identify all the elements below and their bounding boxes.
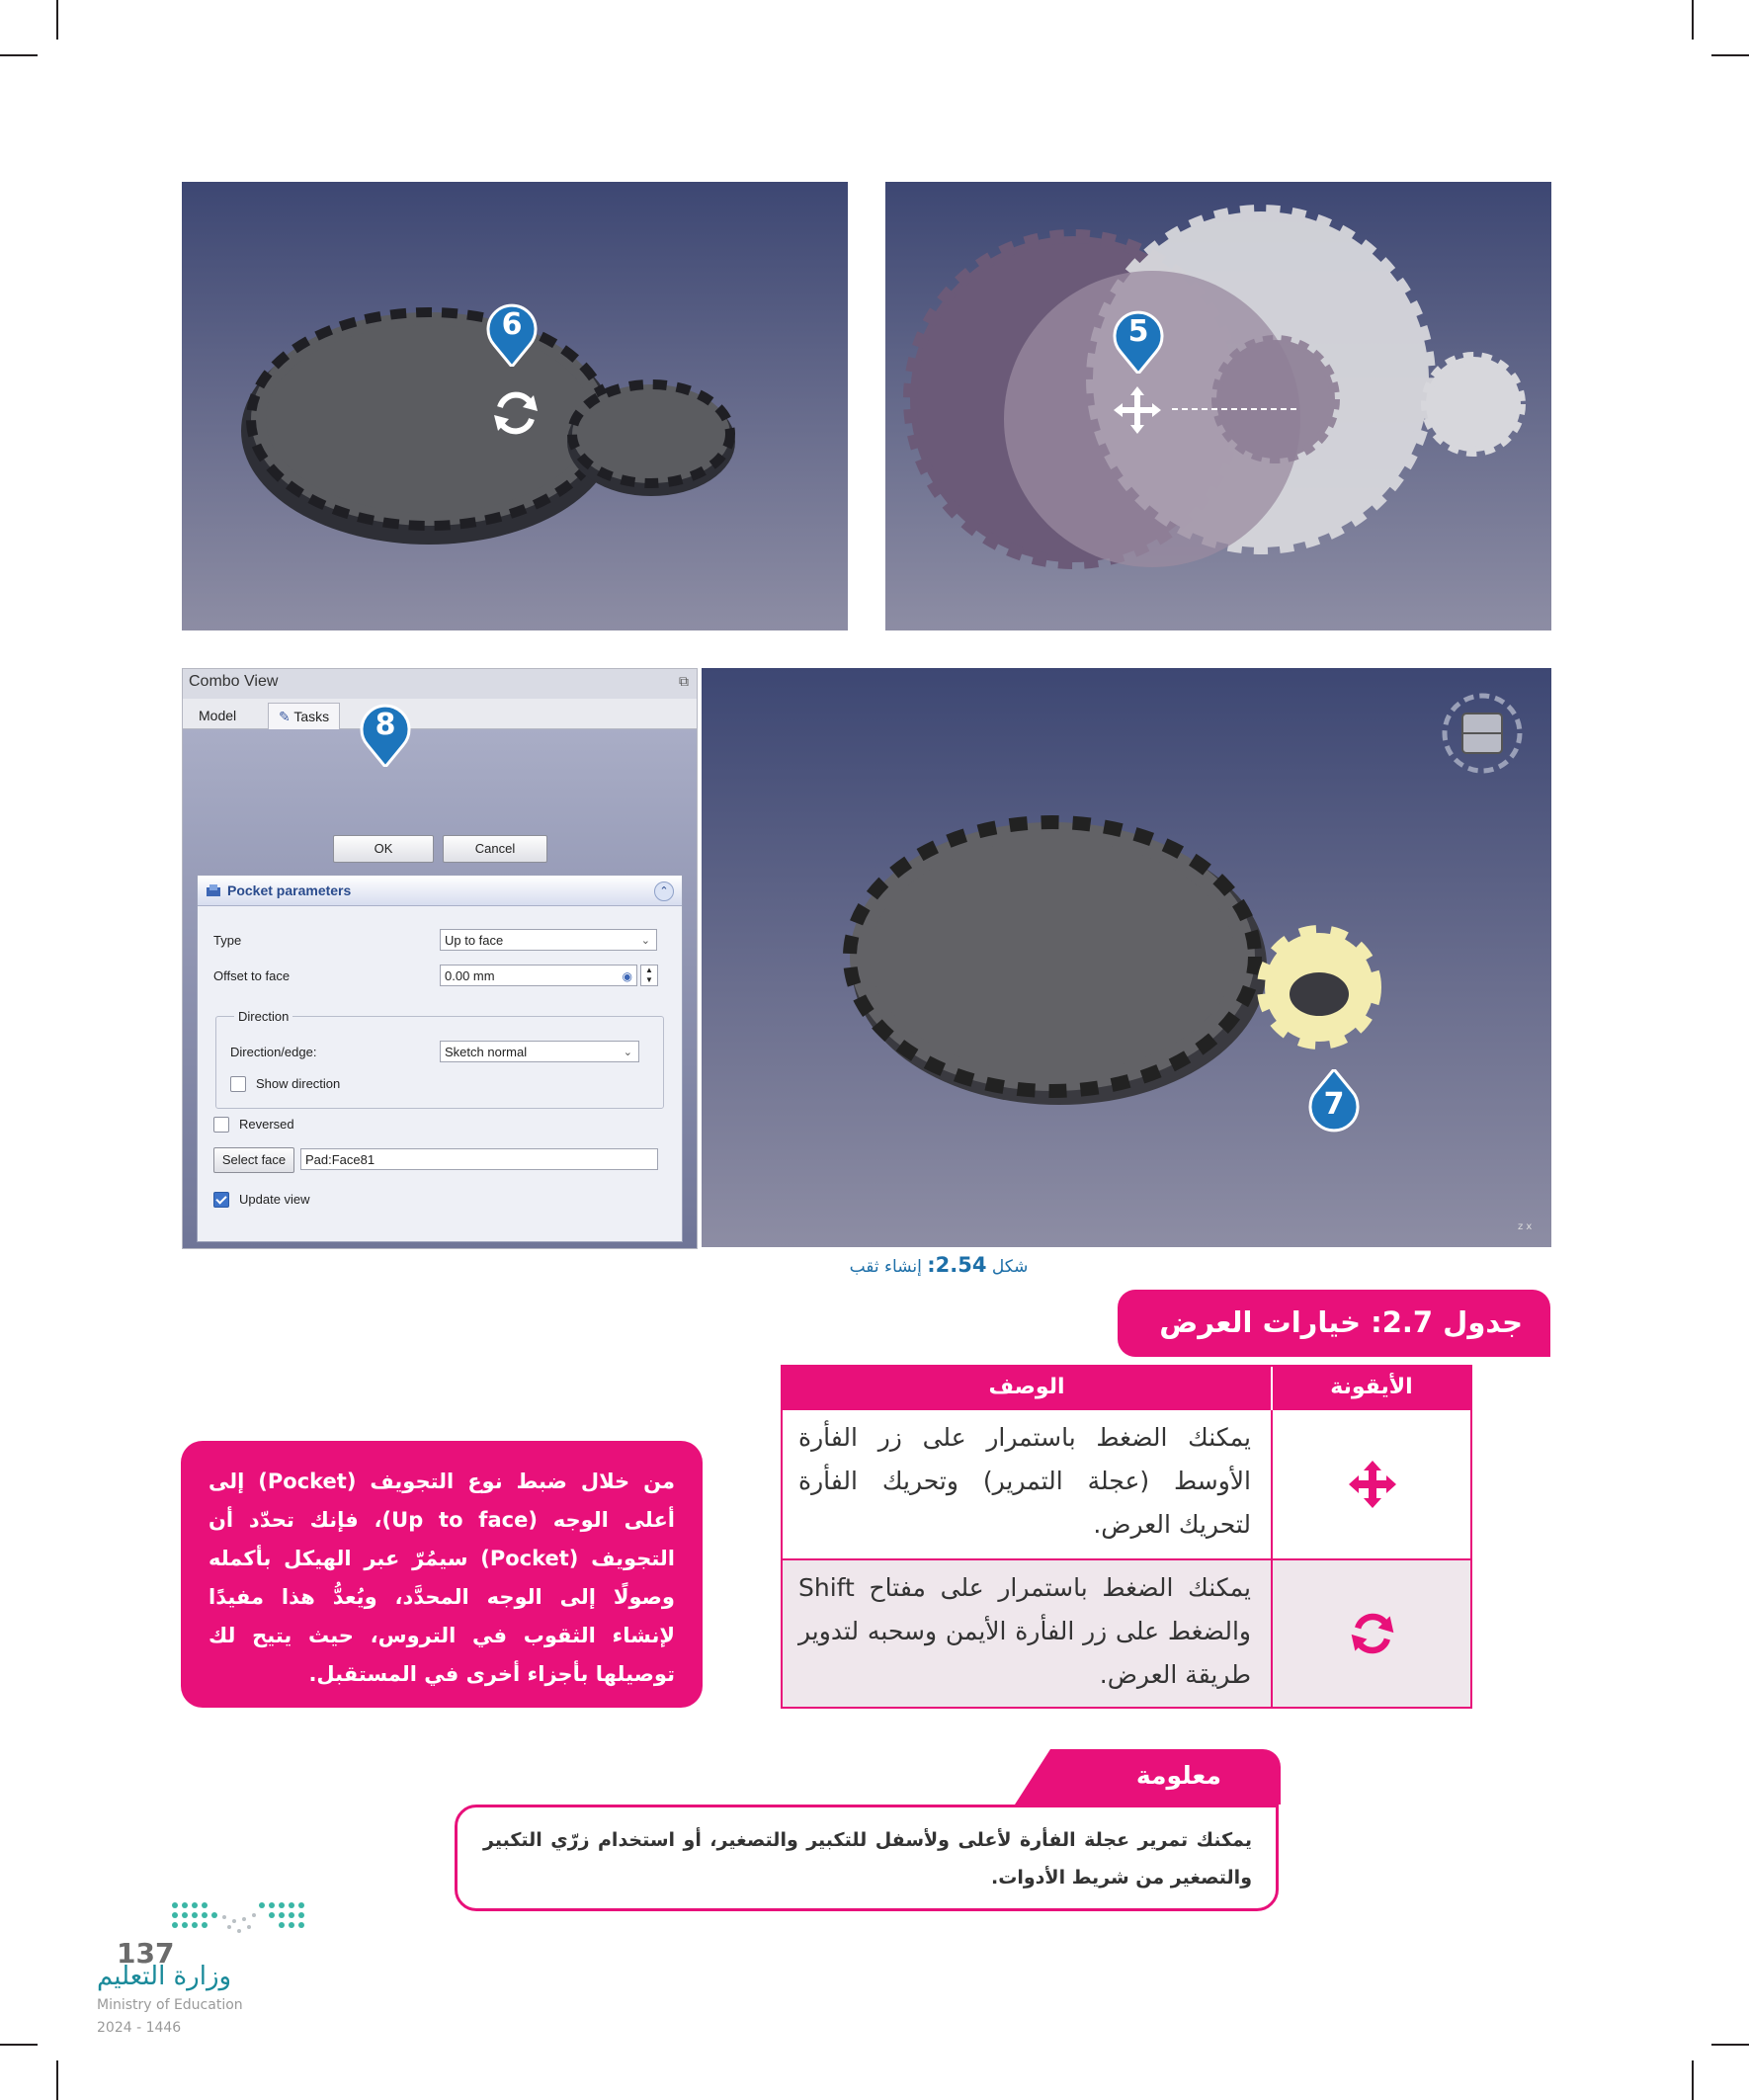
- info-box: [455, 1805, 1279, 1911]
- select-face-input[interactable]: Pad:Face81: [300, 1148, 658, 1170]
- viewport-pocket-result: [702, 668, 1551, 1247]
- navigation-cube[interactable]: [1433, 684, 1532, 783]
- show-direction-checkbox[interactable]: [230, 1076, 246, 1092]
- type-select[interactable]: [440, 929, 657, 951]
- crop-mark: [1692, 2060, 1694, 2100]
- callout-number: 7: [1323, 1087, 1345, 1122]
- offset-spin-buttons[interactable]: ▲ ▼: [640, 965, 658, 986]
- callout-marker-5: [1111, 308, 1166, 364]
- caption-prefix: شكل: [991, 1257, 1029, 1277]
- ministry-logo-icon: [163, 1895, 321, 1945]
- crop-mark: [0, 54, 38, 56]
- callout-marker-7: [1306, 1069, 1362, 1125]
- task-panel: [183, 729, 697, 1248]
- ministry-name-en: Ministry of Education: [97, 1997, 243, 2013]
- type-label: Type: [213, 933, 242, 948]
- direction-edge-select[interactable]: [440, 1041, 639, 1062]
- chevron-down-icon: ⌄: [623, 1047, 632, 1058]
- callout-number: 6: [501, 307, 523, 342]
- info-title-tab: [1050, 1749, 1281, 1805]
- side-note-text: من خلال ضبط نوع التجويف (Pocket) إلى أعلى الوجه (Up to face)، فإنك تحدّد أن التجويف (Pocket) سيمُرّ عبر الهيكل بأكمله وصولًا إلى الوجه المحدَّد، ويُعدُّ هذا مفيدًا لإنشاء الثقوب في التروس، حيث يتيح لك توصيلها بأجزاء أخرى في المستقبل.: [208, 1470, 676, 1686]
- ok-button[interactable]: OK: [333, 835, 434, 863]
- direction-edge-value: Sketch normal: [445, 1045, 528, 1059]
- offset-label: Offset to face: [213, 968, 291, 983]
- type-select-value: Up to face: [445, 933, 504, 948]
- callout-marker-6: [484, 301, 540, 357]
- table-row-1-icon-cell: [1271, 1410, 1470, 1558]
- figure-caption: [692, 1253, 1186, 1277]
- pocket-parameters-group: [197, 875, 683, 1242]
- tab-bar: [183, 699, 697, 729]
- crop-mark: [1692, 0, 1694, 40]
- caption-text: إنشاء ثقب: [849, 1257, 922, 1277]
- move-icon: [1114, 386, 1161, 438]
- callout-marker-8: [358, 702, 413, 757]
- cancel-button[interactable]: Cancel: [443, 835, 547, 863]
- ministry-name-ar: وزارة التعليم: [97, 1962, 232, 1991]
- combo-view-panel: [182, 668, 698, 1249]
- view-options-table: [781, 1365, 1472, 1709]
- offset-input[interactable]: [440, 965, 637, 986]
- pocket-parameters-title: Pocket parameters: [227, 882, 352, 898]
- tab-tasks[interactable]: [268, 703, 340, 729]
- combo-view-title: Combo View: [189, 673, 279, 690]
- tab-tasks-label: Tasks: [293, 709, 330, 724]
- table-row-1-description: يمكنك الضغط باستمرار على زر الفأرة الأوسط (عجلة التمرير) وتحريك الفأرة لتحريك العرض.: [783, 1410, 1271, 1558]
- header-description: الوصف: [783, 1367, 1271, 1410]
- axis-indicator: z x: [1518, 1221, 1533, 1232]
- wrench-icon: ✎: [279, 709, 291, 724]
- collapse-icon[interactable]: ⌃: [654, 882, 674, 901]
- crop-mark: [56, 0, 58, 40]
- reversed-label: Reversed: [239, 1117, 294, 1132]
- direction-group-title: Direction: [234, 1009, 292, 1024]
- crop-mark: [1711, 54, 1749, 56]
- crop-mark: [0, 2044, 38, 2046]
- pocket-icon: [206, 882, 221, 898]
- crop-mark: [1711, 2044, 1749, 2046]
- viewport-pan-view: [885, 182, 1551, 630]
- direction-group: [215, 1009, 664, 1109]
- gear-set-flat: [885, 182, 1551, 630]
- crop-mark: [56, 2060, 58, 2100]
- reversed-checkbox[interactable]: [213, 1117, 229, 1133]
- header-icon: الأيقونة: [1273, 1367, 1470, 1410]
- page-number: 137: [117, 1937, 175, 1970]
- caption-number: 2.54:: [927, 1253, 987, 1277]
- update-view-label: Update view: [239, 1192, 310, 1207]
- rotate-icon: [1347, 1608, 1398, 1659]
- chevron-down-icon: ⌄: [640, 935, 650, 947]
- table-row-2-icon-cell: [1271, 1560, 1470, 1707]
- offset-input-value: 0.00 mm: [445, 968, 495, 983]
- expression-icon[interactable]: ◉: [622, 969, 632, 983]
- rotate-icon: [488, 385, 543, 445]
- direction-edge-label: Direction/edge:: [230, 1045, 317, 1059]
- info-title: معلومة: [1135, 1761, 1221, 1790]
- restore-icon[interactable]: ⧉: [679, 673, 689, 689]
- callout-number: 8: [375, 708, 396, 742]
- tab-model[interactable]: Model: [199, 708, 237, 723]
- gear-with-hole: [702, 668, 1551, 1247]
- pocket-parameters-header[interactable]: [198, 876, 682, 906]
- table-row-2-description: يمكنك الضغط باستمرار على مفتاح Shift والضغط على زر الفأرة الأيمن وسحبه لتدوير طريقة العرض.: [783, 1560, 1271, 1707]
- show-direction-label: Show direction: [256, 1076, 341, 1091]
- select-face-button[interactable]: Select face: [213, 1147, 294, 1173]
- callout-number: 5: [1127, 314, 1149, 349]
- move-icon: [1349, 1461, 1396, 1508]
- info-text: يمكنك تمرير عجلة الفأرة لأعلى ولأسفل للتكبير والتصغير، أو استخدام زرّي التكبير والتصغير من شريط الأدوات.: [483, 1829, 1252, 1889]
- update-view-checkbox[interactable]: [213, 1192, 229, 1208]
- side-note-box: [181, 1441, 703, 1708]
- table-title: جدول 2.7: خيارات العرض: [1159, 1305, 1523, 1339]
- header-divider: [1271, 1367, 1273, 1410]
- academic-year: 2024 - 1446: [97, 2020, 182, 2036]
- viewport-rotate-view: [182, 182, 848, 630]
- table-title-tab: [1118, 1290, 1550, 1357]
